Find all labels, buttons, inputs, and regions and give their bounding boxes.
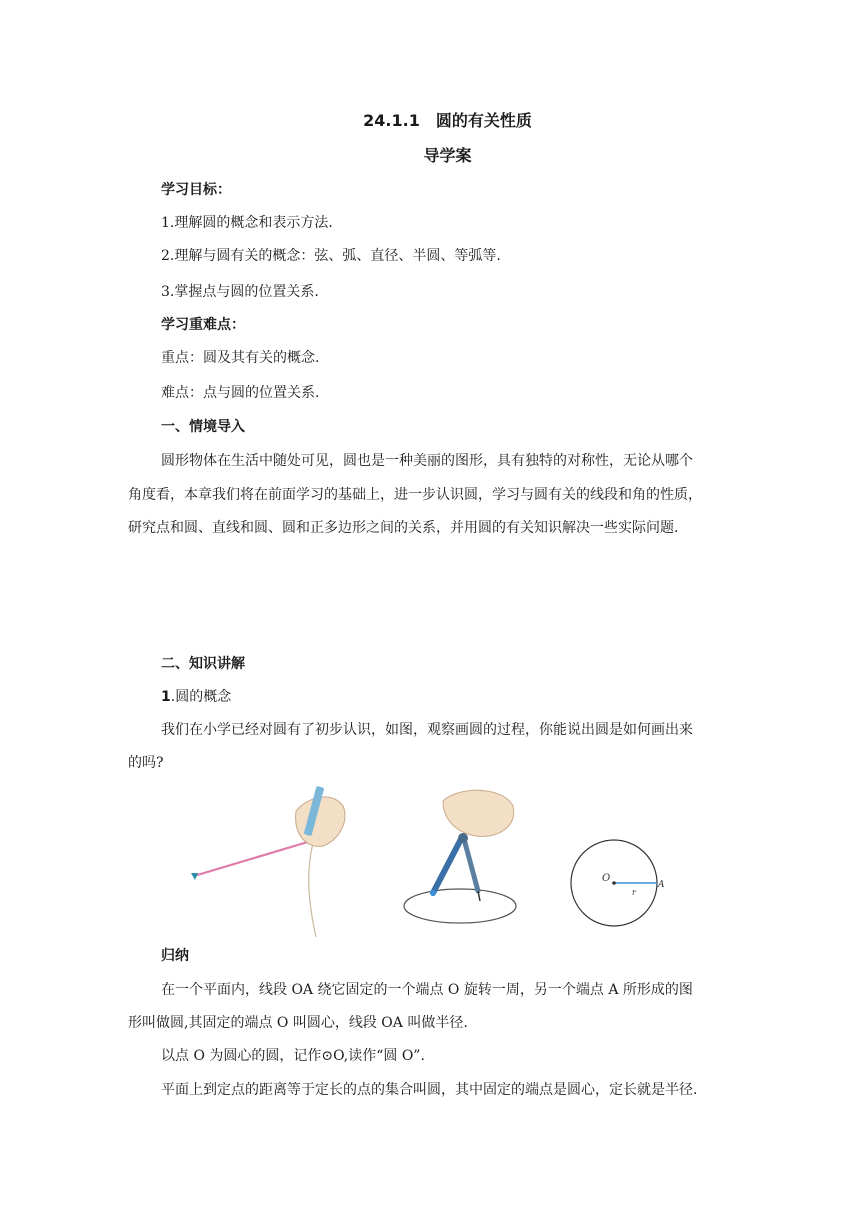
subsection-label: .圆的概念 bbox=[170, 689, 232, 705]
subsection-number: 1 bbox=[161, 689, 171, 705]
key-points-heading: 学习重难点： bbox=[161, 317, 245, 333]
page-title: 24.1.1 圆的有关性质 bbox=[363, 111, 532, 130]
knowledge-heading: 二、知识讲解 bbox=[161, 656, 245, 672]
summary-line-1: 在一个平面内，线段 OA 绕它固定的一个端点 O 旋转一周，另一个端点 A 所形成的图 bbox=[161, 982, 693, 998]
question-line-1: 我们在小学已经对圆有了初步认识，如图，观察画圆的过程，你能说出圆是如何画出来 bbox=[161, 722, 693, 738]
compass-leg-left bbox=[433, 839, 461, 893]
drawn-ellipse bbox=[404, 889, 516, 923]
intro-heading: 一、情境导入 bbox=[161, 419, 245, 435]
compass-hinge bbox=[458, 833, 468, 843]
point-label: A bbox=[658, 880, 665, 890]
string-drawing-illustration bbox=[158, 781, 368, 939]
question-line-2: 的吗? bbox=[128, 755, 164, 771]
goal-item-3: 3.掌握点与圆的位置关系. bbox=[161, 284, 319, 300]
key-point-focus: 重点：圆及其有关的概念. bbox=[161, 350, 320, 366]
key-point-difficulty: 难点：点与圆的位置关系. bbox=[161, 385, 320, 401]
subsection-title bbox=[161, 687, 741, 707]
compass-drawing-illustration bbox=[404, 790, 516, 923]
intro-line-2: 角度看，本章我们将在前面学习的基础上，进一步认识圆，学习与圆有关的线段和角的性质， bbox=[128, 487, 702, 503]
summary-line-2: 形叫做圆,其固定的端点 O 叫圆心，线段 OA 叫做半径. bbox=[128, 1015, 468, 1031]
center-point bbox=[612, 881, 616, 885]
circle-drawing-figure bbox=[158, 781, 698, 939]
goal-item-2: 2.理解与圆有关的概念：弦、弧、直径、半圆、等弧等. bbox=[161, 248, 501, 264]
circle-diagram bbox=[571, 840, 665, 926]
intro-line-3: 研究点和圆、直线和圆、圆和正多边形之间的关系，并用圆的有关知识解决一些实际问题. bbox=[128, 520, 679, 536]
goal-item-1: 1.理解圆的概念和表示方法. bbox=[161, 215, 333, 231]
summary-line-4: 平面上到定点的距离等于定长的点的集合叫圆，其中固定的端点是圆心，定长就是半径. bbox=[161, 1082, 698, 1098]
summary-line-3: 以点 O 为圆心的圆，记作⊙O,读作“圆 O”. bbox=[161, 1048, 425, 1064]
hand-icon-2 bbox=[443, 790, 514, 836]
summary-heading: 归纳 bbox=[161, 948, 189, 964]
intro-line-1 bbox=[161, 451, 741, 471]
compass-leg-right bbox=[464, 839, 478, 891]
radius-label: r bbox=[632, 888, 636, 897]
center-label: O bbox=[602, 873, 611, 884]
intro-text-1: 圆形物体在生活中随处可见，圆也是一种美丽的图形，具有独特的对称性，无论从哪个 bbox=[161, 453, 693, 469]
page-subtitle: 导学案 bbox=[423, 146, 472, 165]
goals-heading: 学习目标： bbox=[161, 182, 231, 198]
